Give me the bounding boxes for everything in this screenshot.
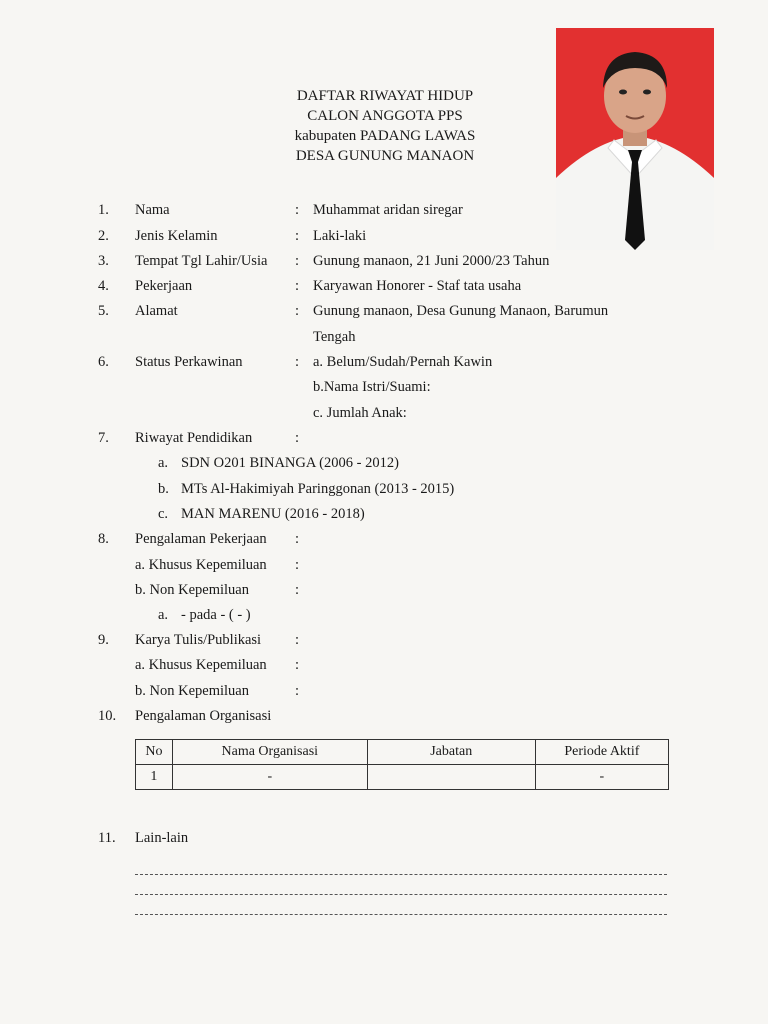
section-colon: : xyxy=(295,632,300,648)
title-line-1: DAFTAR RIWAYAT HIDUP xyxy=(296,88,474,104)
item-letter: b. xyxy=(158,481,169,497)
field-alamat-continuation: Tengah xyxy=(313,329,356,345)
dotted-line xyxy=(135,874,667,875)
section-number: 9. xyxy=(98,632,109,648)
field-number: 6. xyxy=(98,354,109,370)
field-value: a. Belum/Sudah/Pernah Kawin xyxy=(313,354,493,370)
document-title xyxy=(220,86,550,166)
subfield-colon: : xyxy=(295,557,300,573)
field-number: 5. xyxy=(98,303,109,319)
field-value: Gunung manaon, 21 Juni 2000/23 Tahun xyxy=(313,253,550,269)
field-value: Gunung manaon, Desa Gunung Manaon, Barumun xyxy=(313,303,609,319)
subfield-colon: : xyxy=(295,657,300,673)
subfield-label: a. Khusus Kepemiluan xyxy=(135,657,267,673)
applicant-photo xyxy=(556,28,714,250)
field-label: Status Perkawinan xyxy=(135,354,243,370)
field-colon: : xyxy=(295,228,300,244)
column-header-jabatan: Jabatan xyxy=(367,740,535,765)
table-cell: - xyxy=(172,765,367,790)
section-number: 10. xyxy=(98,708,117,724)
subfield-label: b. Non Kepemiluan xyxy=(135,582,249,598)
section-label: Riwayat Pendidikan xyxy=(135,430,253,446)
field-label: Nama xyxy=(135,202,170,218)
table-row xyxy=(136,765,669,790)
field-colon: : xyxy=(295,354,300,370)
item-text: - pada - ( - ) xyxy=(181,607,251,623)
field-value: Laki-laki xyxy=(313,228,367,244)
subfield-colon: : xyxy=(295,683,300,699)
title-line-3: kabupaten PADANG LAWAS xyxy=(294,128,476,144)
field-label: Jenis Kelamin xyxy=(135,228,218,244)
organisasi-table xyxy=(135,739,669,790)
item-letter: a. xyxy=(158,607,169,623)
field-colon: : xyxy=(295,303,300,319)
section-colon: : xyxy=(295,531,300,547)
field-value: Muhammat aridan siregar xyxy=(313,202,463,218)
section-label: Lain-lain xyxy=(135,830,189,846)
column-header-nama-organisasi: Nama Organisasi xyxy=(172,740,367,765)
section-label: Karya Tulis/Publikasi xyxy=(135,632,262,648)
field-colon: : xyxy=(295,202,300,218)
section-colon: : xyxy=(295,430,300,446)
subfield-label: a. Khusus Kepemiluan xyxy=(135,557,267,573)
column-header-periode-aktif: Periode Aktif xyxy=(535,740,668,765)
status-spouse-name: b.Nama Istri/Suami: xyxy=(313,379,431,395)
item-letter: c. xyxy=(158,506,169,522)
dotted-line xyxy=(135,914,667,915)
status-children-count: c. Jumlah Anak: xyxy=(313,405,407,421)
field-value: Karyawan Honorer - Staf tata usaha xyxy=(313,278,522,294)
subfield-label: b. Non Kepemiluan xyxy=(135,683,249,699)
section-number: 8. xyxy=(98,531,109,547)
item-text: SDN O201 BINANGA (2006 - 2012) xyxy=(181,455,399,471)
field-label: Pekerjaan xyxy=(135,278,193,294)
title-line-2: CALON ANGGOTA PPS xyxy=(307,108,463,124)
field-label: Tempat Tgl Lahir/Usia xyxy=(135,253,268,269)
section-label: Pengalaman Organisasi xyxy=(135,708,272,724)
field-number: 3. xyxy=(98,253,109,269)
field-number: 1. xyxy=(98,202,109,218)
item-text: MAN MARENU (2016 - 2018) xyxy=(181,506,365,522)
field-number: 2. xyxy=(98,228,109,244)
subfield-colon: : xyxy=(295,582,300,598)
table-header-row xyxy=(136,740,669,765)
table-cell xyxy=(367,765,535,790)
section-number: 7. xyxy=(98,430,109,446)
field-number: 4. xyxy=(98,278,109,294)
table-cell: 1 xyxy=(136,765,173,790)
dotted-line xyxy=(135,894,667,895)
item-text: MTs Al-Hakimiyah Paringgonan (2013 - 2015) xyxy=(181,481,455,497)
field-colon: : xyxy=(295,278,300,294)
table-cell: - xyxy=(535,765,668,790)
column-header-no: No xyxy=(136,740,173,765)
title-line-4: DESA GUNUNG MANAON xyxy=(295,148,475,164)
field-colon: : xyxy=(295,253,300,269)
section-number: 11. xyxy=(98,830,116,846)
field-label: Alamat xyxy=(135,303,178,319)
item-letter: a. xyxy=(158,455,169,471)
section-label: Pengalaman Pekerjaan xyxy=(135,531,267,547)
